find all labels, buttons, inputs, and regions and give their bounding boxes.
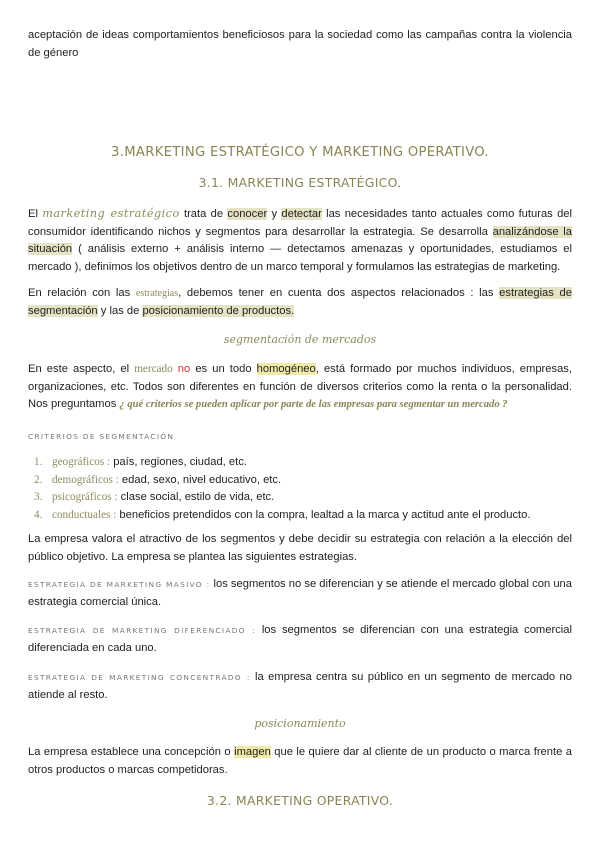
subsection-title-2: 3.2. MARKETING OPERATIVO. [206, 793, 394, 808]
list-item: 3. psicográficos : clase social, estilo de vida, etc. [34, 491, 275, 503]
subheading-posicionamiento: posicionamiento [254, 717, 346, 730]
paragraph-imagen: La empresa establece una concepción o imagen que le quiere dar al cliente de un producto o marca frente a otros productos o marcas competidoras. [28, 746, 573, 776]
term-mercado: mercado [134, 363, 173, 375]
paragraph-estrategias: En relación con las estrategias, debemos tener en cuenta dos aspectos relacionados : las estrategias de segmentación y las de posicionamiento de productos. [28, 287, 572, 317]
question-criterios: ¿ qué criterios se pueden aplicar por parte de las empresas para segmentar un mercado ? [119, 399, 508, 410]
list-item: 2. demográficos : edad, sexo, nivel educativo, etc. [34, 473, 282, 486]
highlight-posicionamiento: posicionamiento de productos. [142, 304, 295, 317]
highlight-analizandose: analizándose la situación [28, 225, 573, 255]
section-title: 3.MARKETING ESTRATÉGICO Y MARKETING OPERATIVO. [111, 145, 489, 160]
subsection-title-1: 3.1. MARKETING ESTRATÉGICO. [198, 175, 402, 190]
highlight-homogeneo: homogéneo [256, 363, 316, 375]
word-no: no [172, 363, 191, 375]
highlight-imagen: imagen [234, 746, 271, 758]
intro-paragraph: aceptación de ideas comportamientos beneficiosos para la sociedad como las campañas contra la violencia de género [28, 29, 572, 59]
strategy-diferenciado: ESTRATEGIA DE MARKETING DIFERENCIADO : los segmentos se diferencian con una estrategia comercial diferenciada en cada uno. [28, 624, 572, 654]
highlight-conocer: conocer [227, 208, 268, 220]
strategy-masivo: ESTRATEGIA DE MARKETING MASIVO : los segmentos no se diferencian y se atiende el mercado global con una estrategia comercial única. [28, 578, 572, 608]
criteria-list [28, 454, 572, 524]
list-item: 1. geográficos : país, regiones, ciudad, etc. [34, 456, 247, 468]
term-estrategias: estrategias [135, 288, 179, 299]
highlight-detectar: detectar [281, 208, 322, 220]
paragraph-mercado: En este aspecto, el mercado no es un todo homogéneo, está formado por muchos individuos, empresas, organizaciones, etc. Todos son diferentes en función de diversos criterios como la renta o la personalidad. Nos preguntamos ¿ qué criterios se pueden aplicar por parte de las empresas para segmentar un mercado ? [28, 363, 573, 410]
highlight-segmentacion: estrategias de segmentación [28, 287, 572, 317]
paragraph-marketing-estrategico: El marketing estratégico trata de conocer y detectar las necesidades tanto actuales como futuras del consumidor identificando nichos y segmentos para desarrollar la estrategia. Se desarrolla analizándose la situación ( análisis externo + análisis interno — detectamos amenazas y oportunidades, estudiamos el mercado ), definimos los objetivos dentro de un marco temporal y formulamos las estrategias de marketing. [28, 207, 573, 273]
criteria-heading: CRITERIOS DE SEGMENTACIÓN [28, 432, 175, 441]
paragraph-atractivo: La empresa valora el atractivo de los segmentos y debe decidir su estrategia con relación a la elección del público objetivo. La empresa se plantea las siguientes estrategias. [28, 533, 572, 563]
strategy-concentrado: ESTRATEGIA DE MARKETING CONCENTRADO : la empresa centra su público en un segmento de mercado no atiende al resto. [28, 671, 572, 701]
term-marketing-estrategico: marketing estratégico [42, 207, 180, 220]
list-item: 4. conductuales : beneficios pretendidos con la compra, lealtad a la marca y actitud ante el producto. [34, 508, 531, 521]
subheading-segmentacion: segmentación de mercados [223, 333, 377, 346]
